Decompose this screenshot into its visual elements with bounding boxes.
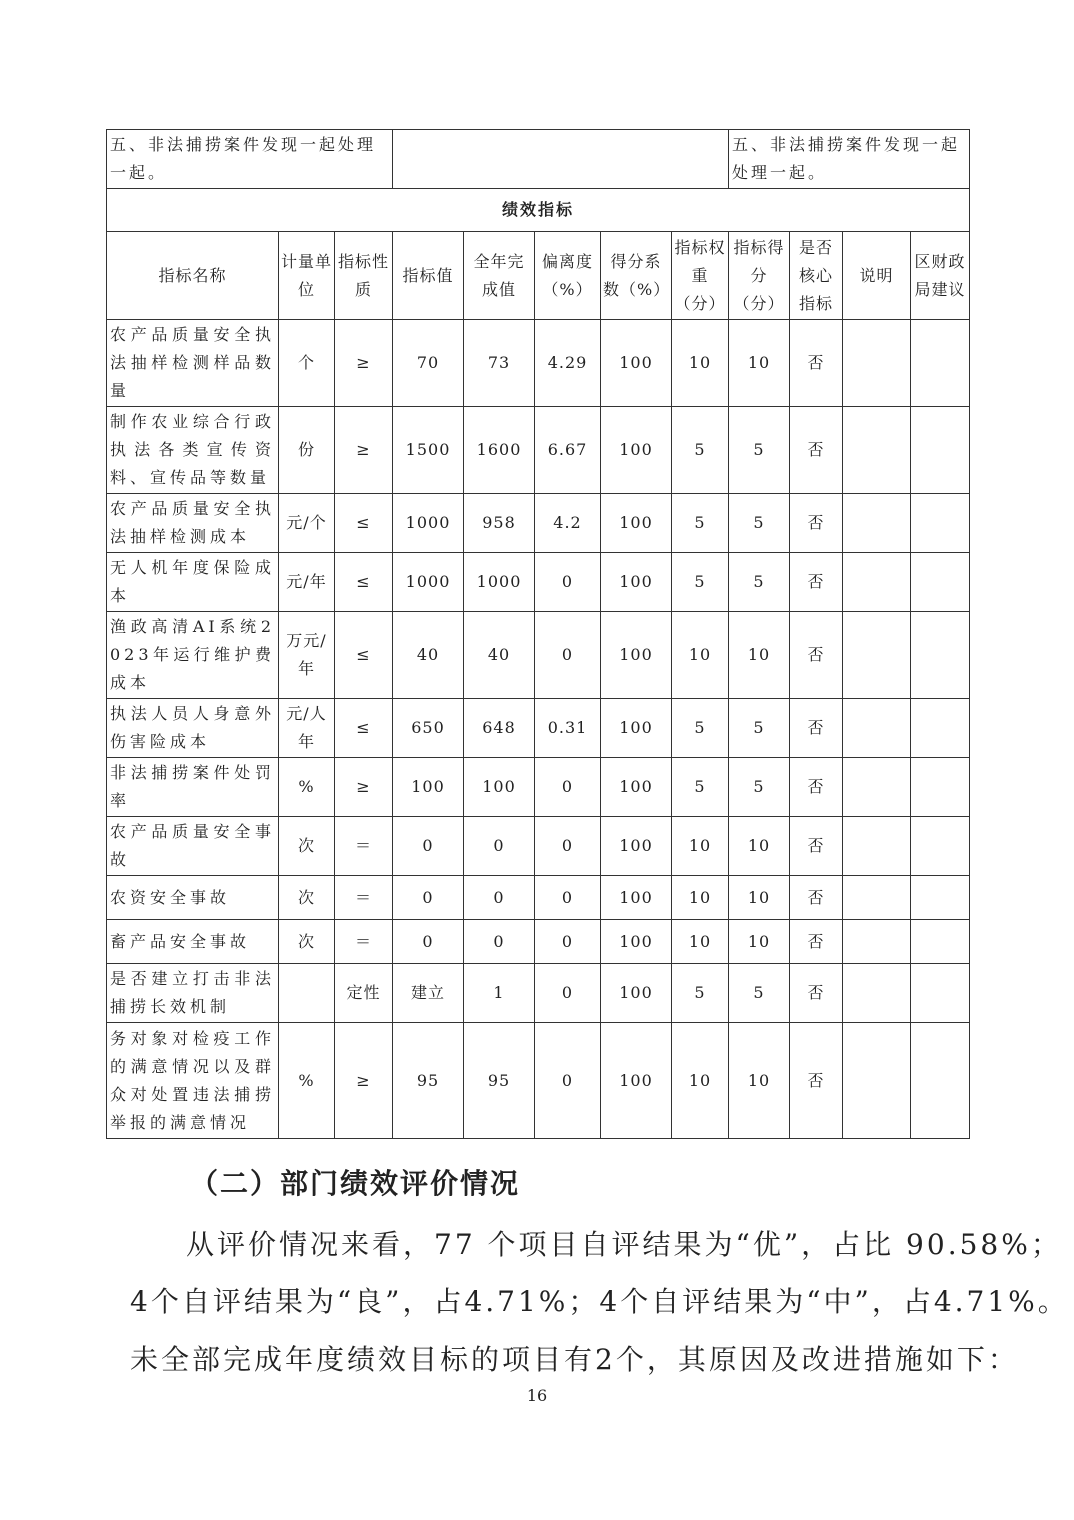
- cell-coef: 100: [601, 964, 672, 1023]
- cell-coef: 100: [601, 920, 672, 964]
- table-row: [107, 817, 970, 876]
- cell-score: 5: [729, 758, 790, 817]
- cell-advice: [911, 817, 970, 876]
- table-row: [107, 407, 970, 494]
- performance-indicator-table: [106, 129, 970, 1139]
- top-right-cell: 五、非法捕捞案件发现一起处理一起。: [729, 130, 970, 189]
- header-row: [107, 232, 970, 320]
- cell-nature: ≤: [335, 699, 393, 758]
- cell-advice: [911, 1023, 970, 1139]
- cell-actual: 1600: [464, 407, 535, 494]
- cell-advice: [911, 876, 970, 920]
- cell-name: 非法捕捞案件处罚率: [107, 758, 279, 817]
- cell-note: [843, 817, 911, 876]
- cell-core: 否: [790, 494, 843, 553]
- cell-weight: 10: [672, 920, 729, 964]
- cell-note: [843, 494, 911, 553]
- cell-unit: 次: [279, 876, 335, 920]
- cell-weight: 10: [672, 1023, 729, 1139]
- cell-deviation: 0.31: [535, 699, 601, 758]
- cell-weight: 5: [672, 494, 729, 553]
- paragraph-line-3: 未全部完成年度绩效目标的项目有2个，其原因及改进措施如下：: [130, 1343, 1019, 1376]
- cell-coef: 100: [601, 407, 672, 494]
- cell-name: 渔政高清AI系统2023年运行维护费成本: [107, 612, 279, 699]
- cell-core: 否: [790, 407, 843, 494]
- cell-weight: 5: [672, 553, 729, 612]
- cell-note: [843, 553, 911, 612]
- header-nature: 指标性质: [335, 232, 393, 320]
- cell-coef: 100: [601, 612, 672, 699]
- header-weight: 指标权重（分）: [672, 232, 729, 320]
- cell-unit: 元/人年: [279, 699, 335, 758]
- cell-core: 否: [790, 553, 843, 612]
- cell-name: 务对象对检疫工作的满意情况以及群众对处置违法捕捞举报的满意情况: [107, 1023, 279, 1139]
- top-row: [107, 130, 970, 189]
- cell-actual: 648: [464, 699, 535, 758]
- cell-core: 否: [790, 876, 843, 920]
- table-row: [107, 699, 970, 758]
- cell-core: 否: [790, 699, 843, 758]
- header-score: 指标得分（分）: [729, 232, 790, 320]
- cell-score: 10: [729, 920, 790, 964]
- cell-weight: 5: [672, 699, 729, 758]
- cell-score: 10: [729, 320, 790, 407]
- cell-target: 1500: [393, 407, 464, 494]
- cell-nature: ≥: [335, 1023, 393, 1139]
- cell-score: 5: [729, 699, 790, 758]
- cell-nature: ≤: [335, 494, 393, 553]
- cell-advice: [911, 612, 970, 699]
- cell-core: 否: [790, 320, 843, 407]
- table-row: [107, 920, 970, 964]
- cell-score: 5: [729, 553, 790, 612]
- cell-score: 10: [729, 817, 790, 876]
- cell-note: [843, 612, 911, 699]
- cell-core: 否: [790, 612, 843, 699]
- cell-advice: [911, 494, 970, 553]
- cell-weight: 5: [672, 407, 729, 494]
- cell-deviation: 6.67: [535, 407, 601, 494]
- cell-actual: 100: [464, 758, 535, 817]
- cell-actual: 40: [464, 612, 535, 699]
- cell-weight: 10: [672, 612, 729, 699]
- cell-advice: [911, 699, 970, 758]
- table-row: [107, 612, 970, 699]
- cell-weight: 10: [672, 876, 729, 920]
- cell-target: 1000: [393, 494, 464, 553]
- cell-target: 100: [393, 758, 464, 817]
- cell-note: [843, 1023, 911, 1139]
- cell-name: 制作农业综合行政执法各类宣传资料、宣传品等数量: [107, 407, 279, 494]
- cell-target: 建立: [393, 964, 464, 1023]
- cell-actual: 1000: [464, 553, 535, 612]
- cell-weight: 5: [672, 964, 729, 1023]
- table-row: [107, 964, 970, 1023]
- table-row: [107, 320, 970, 407]
- header-score-coefficient: 得分系数（%）: [601, 232, 672, 320]
- section-title: 绩效指标: [107, 189, 970, 232]
- cell-note: [843, 964, 911, 1023]
- top-middle-cell: [393, 130, 729, 189]
- cell-note: [843, 699, 911, 758]
- top-left-cell: 五、非法捕捞案件发现一起处理一起。: [107, 130, 393, 189]
- cell-target: 0: [393, 876, 464, 920]
- cell-deviation: 0: [535, 817, 601, 876]
- cell-coef: 100: [601, 699, 672, 758]
- cell-coef: 100: [601, 758, 672, 817]
- cell-score: 10: [729, 612, 790, 699]
- table-row: [107, 1023, 970, 1139]
- cell-deviation: 0: [535, 964, 601, 1023]
- cell-deviation: 4.29: [535, 320, 601, 407]
- cell-deviation: 0: [535, 758, 601, 817]
- cell-score: 10: [729, 1023, 790, 1139]
- table-row: [107, 553, 970, 612]
- cell-advice: [911, 553, 970, 612]
- cell-target: 1000: [393, 553, 464, 612]
- cell-note: [843, 920, 911, 964]
- cell-unit: 份: [279, 407, 335, 494]
- cell-target: 0: [393, 817, 464, 876]
- cell-coef: 100: [601, 320, 672, 407]
- cell-deviation: 0: [535, 876, 601, 920]
- cell-nature: ＝: [335, 817, 393, 876]
- cell-advice: [911, 407, 970, 494]
- cell-nature: ＝: [335, 876, 393, 920]
- cell-score: 5: [729, 964, 790, 1023]
- cell-nature: ≤: [335, 612, 393, 699]
- cell-name: 执法人员人身意外伤害险成本: [107, 699, 279, 758]
- table-row: [107, 494, 970, 553]
- section-heading: （二）部门绩效评价情况: [190, 1167, 521, 1200]
- cell-name: 农产品质量安全事故: [107, 817, 279, 876]
- cell-actual: 0: [464, 920, 535, 964]
- cell-deviation: 0: [535, 553, 601, 612]
- cell-deviation: 4.2: [535, 494, 601, 553]
- header-unit: 计量单位: [279, 232, 335, 320]
- cell-note: [843, 407, 911, 494]
- cell-actual: 958: [464, 494, 535, 553]
- cell-name: 农产品质量安全执法抽样检测样品数量: [107, 320, 279, 407]
- cell-score: 5: [729, 407, 790, 494]
- cell-coef: 100: [601, 494, 672, 553]
- cell-score: 5: [729, 494, 790, 553]
- header-deviation: 偏离度（%）: [535, 232, 601, 320]
- cell-coef: 100: [601, 876, 672, 920]
- cell-unit: %: [279, 1023, 335, 1139]
- cell-coef: 100: [601, 1023, 672, 1139]
- cell-actual: 73: [464, 320, 535, 407]
- cell-weight: 10: [672, 320, 729, 407]
- header-target-value: 指标值: [393, 232, 464, 320]
- cell-target: 40: [393, 612, 464, 699]
- cell-deviation: 0: [535, 1023, 601, 1139]
- header-remark: 说明: [843, 232, 911, 320]
- cell-actual: 1: [464, 964, 535, 1023]
- cell-coef: 100: [601, 553, 672, 612]
- cell-name: 畜产品安全事故: [107, 920, 279, 964]
- paragraph-line-1: 从评价情况来看，77 个项目自评结果为“优”，占比 90.58%；: [186, 1228, 1062, 1261]
- cell-weight: 10: [672, 817, 729, 876]
- cell-note: [843, 320, 911, 407]
- cell-coef: 100: [601, 817, 672, 876]
- table-row: [107, 876, 970, 920]
- section-title-row: [107, 189, 970, 232]
- cell-score: 10: [729, 876, 790, 920]
- cell-unit: 次: [279, 920, 335, 964]
- cell-unit: %: [279, 758, 335, 817]
- cell-weight: 5: [672, 758, 729, 817]
- cell-core: 否: [790, 920, 843, 964]
- cell-name: 无人机年度保险成本: [107, 553, 279, 612]
- cell-actual: 0: [464, 817, 535, 876]
- cell-advice: [911, 320, 970, 407]
- cell-nature: 定性: [335, 964, 393, 1023]
- header-is-core: 是否核心指标: [790, 232, 843, 320]
- page-number: 16: [526, 1386, 548, 1405]
- cell-target: 70: [393, 320, 464, 407]
- cell-actual: 95: [464, 1023, 535, 1139]
- cell-core: 否: [790, 1023, 843, 1139]
- cell-name: 农资安全事故: [107, 876, 279, 920]
- cell-actual: 0: [464, 876, 535, 920]
- header-finance-advice: 区财政局建议: [911, 232, 970, 320]
- table-row: [107, 758, 970, 817]
- cell-note: [843, 876, 911, 920]
- cell-unit: 个: [279, 320, 335, 407]
- cell-nature: ＝: [335, 920, 393, 964]
- cell-nature: ≥: [335, 407, 393, 494]
- cell-target: 0: [393, 920, 464, 964]
- header-indicator-name: 指标名称: [107, 232, 279, 320]
- cell-target: 650: [393, 699, 464, 758]
- cell-unit: [279, 964, 335, 1023]
- cell-target: 95: [393, 1023, 464, 1139]
- cell-core: 否: [790, 758, 843, 817]
- cell-advice: [911, 964, 970, 1023]
- cell-nature: ≥: [335, 758, 393, 817]
- cell-deviation: 0: [535, 920, 601, 964]
- cell-core: 否: [790, 817, 843, 876]
- cell-nature: ≥: [335, 320, 393, 407]
- cell-advice: [911, 920, 970, 964]
- header-annual-actual: 全年完成值: [464, 232, 535, 320]
- cell-name: 是否建立打击非法捕捞长效机制: [107, 964, 279, 1023]
- cell-unit: 万元/年: [279, 612, 335, 699]
- cell-unit: 次: [279, 817, 335, 876]
- cell-name: 农产品质量安全执法抽样检测成本: [107, 494, 279, 553]
- cell-nature: ≤: [335, 553, 393, 612]
- cell-unit: 元/年: [279, 553, 335, 612]
- paragraph-line-2: 4个自评结果为“良”，占4.71%；4个自评结果为“中”，占4.71%。: [130, 1285, 1069, 1318]
- cell-advice: [911, 758, 970, 817]
- cell-deviation: 0: [535, 612, 601, 699]
- cell-core: 否: [790, 964, 843, 1023]
- cell-unit: 元/个: [279, 494, 335, 553]
- cell-note: [843, 758, 911, 817]
